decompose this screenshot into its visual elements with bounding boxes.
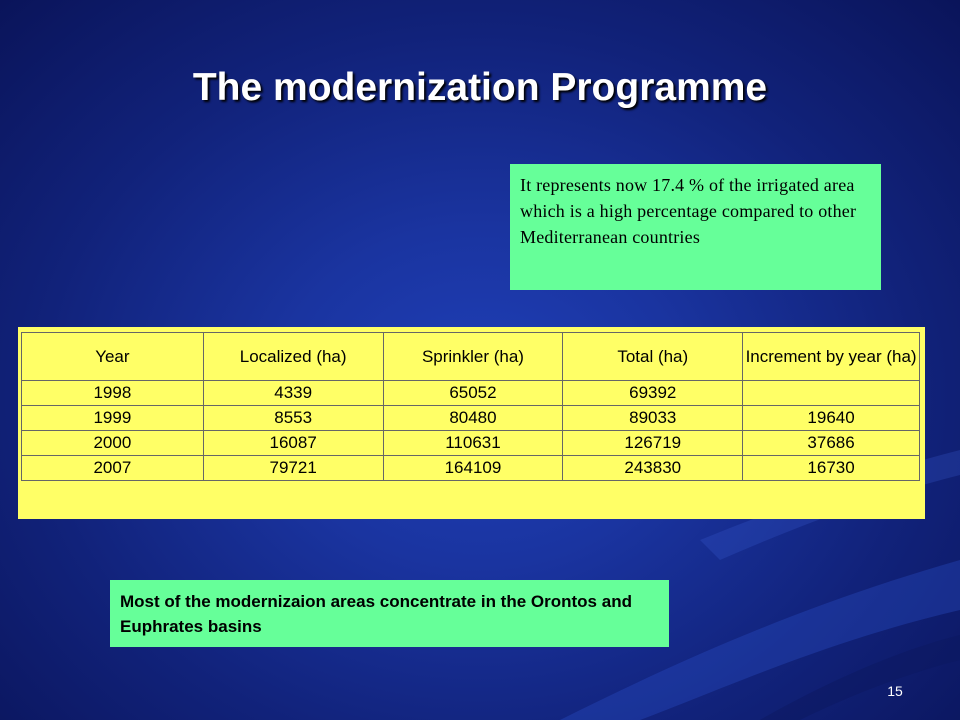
cell-total: 69392	[563, 381, 743, 406]
header-localized: Localized (ha)	[203, 333, 383, 381]
table-row	[22, 406, 920, 431]
cell-increment: 16730	[743, 456, 920, 481]
cell-total: 126719	[563, 431, 743, 456]
header-sprinkler: Sprinkler (ha)	[383, 333, 563, 381]
cell-localized: 79721	[203, 456, 383, 481]
cell-year: 2007	[22, 456, 204, 481]
cell-year: 2000	[22, 431, 204, 456]
cell-localized: 8553	[203, 406, 383, 431]
percentage-note: It represents now 17.4 % of the irrigated area which is a high percentage compared to other Mediterranean countries	[510, 164, 881, 290]
cell-increment: 19640	[743, 406, 920, 431]
cell-sprinkler: 164109	[383, 456, 563, 481]
cell-increment: 37686	[743, 431, 920, 456]
cell-localized: 4339	[203, 381, 383, 406]
cell-total: 243830	[563, 456, 743, 481]
table-row	[22, 456, 920, 481]
header-increment: Increment by year (ha)	[743, 333, 920, 381]
slide-title: The modernization Programme	[192, 66, 768, 109]
header-year: Year	[22, 333, 204, 381]
irrigation-table-container	[18, 327, 925, 519]
basins-note: Most of the modernizaion areas concentrate in the Orontos and Euphrates basins	[110, 580, 669, 647]
irrigation-table	[21, 332, 920, 481]
cell-year: 1998	[22, 381, 204, 406]
table-row	[22, 431, 920, 456]
cell-sprinkler: 65052	[383, 381, 563, 406]
cell-sprinkler: 80480	[383, 406, 563, 431]
cell-increment	[743, 381, 920, 406]
cell-localized: 16087	[203, 431, 383, 456]
table-header-row	[22, 333, 920, 381]
cell-sprinkler: 110631	[383, 431, 563, 456]
header-total: Total (ha)	[563, 333, 743, 381]
table-row	[22, 381, 920, 406]
cell-total: 89033	[563, 406, 743, 431]
cell-year: 1999	[22, 406, 204, 431]
page-number: 15	[887, 683, 903, 699]
